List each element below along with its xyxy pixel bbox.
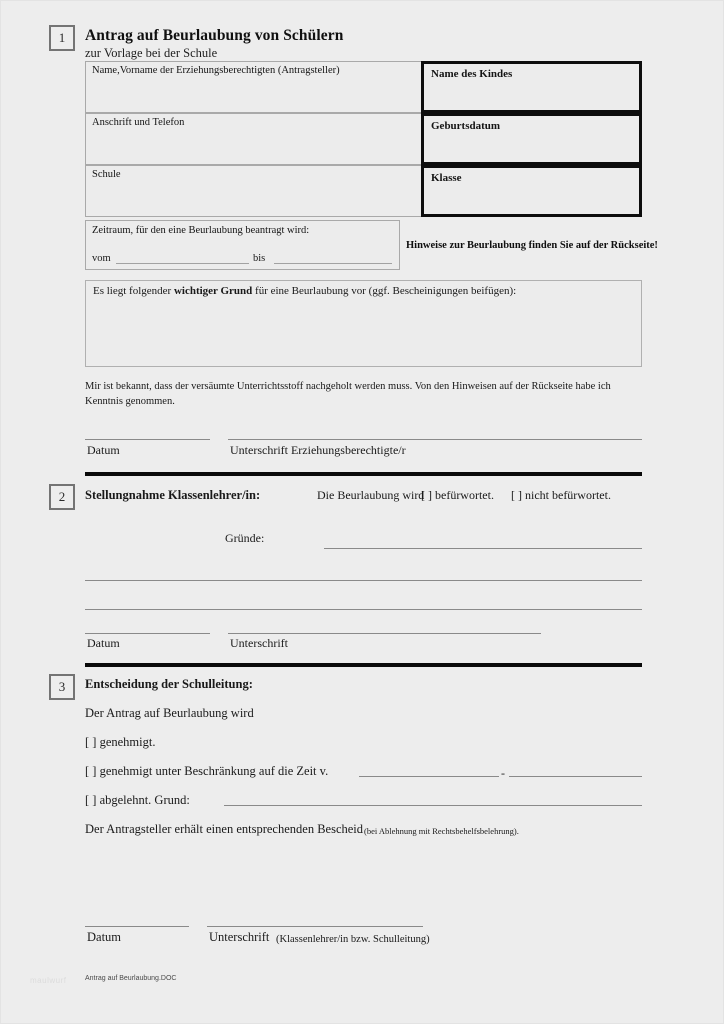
signature1-signature-label: Unterschrift Erziehungsberechtigte/r [230, 443, 406, 457]
signature3-date-line[interactable] [85, 926, 189, 927]
teacher-approve-checkbox[interactable]: [ ] befürwortet. [421, 488, 494, 502]
signature3-date-label: Datum [87, 930, 122, 944]
signature2-date-label: Datum [87, 636, 120, 650]
signature2-date-line[interactable] [85, 633, 210, 634]
field-child-name-label: Name des Kindes [431, 68, 513, 80]
principal-notice-small: (bei Ablehnung mit Rechtsbehelfsbelehrung). [364, 826, 519, 836]
signature1-date-line[interactable] [85, 439, 210, 440]
page-title: Antrag auf Beurlaubung von Schülern [85, 27, 344, 44]
section2-heading: Stellungnahme Klassenlehrer/in: [85, 488, 261, 502]
teacher-reject-checkbox[interactable]: [ ] nicht befürwortet. [511, 488, 611, 502]
form-content [21, 13, 705, 1013]
field-class-label: Klasse [431, 172, 462, 184]
acknowledgement-text: Mir ist bekannt, dass der versäumte Unterrichtsstoff nachgeholt werden muss. Von den Hinweisen auf der Rückseite habe ich Kenntnis genommen. [85, 381, 611, 407]
teacher-reasons-line-1[interactable] [324, 548, 642, 549]
field-child-name[interactable] [421, 61, 642, 113]
page-subtitle: zur Vorlage bei der Schule [85, 46, 218, 60]
teacher-decision-lead: Die Beurlaubung wird [317, 488, 425, 502]
teacher-reasons-label: Gründe: [225, 531, 265, 545]
field-school[interactable] [85, 165, 422, 217]
period-from-line[interactable] [116, 263, 249, 264]
field-birthdate[interactable] [421, 113, 642, 165]
section-number-2: 2 [49, 484, 75, 510]
principal-option-approved[interactable]: [ ] genehmigt. [85, 735, 156, 749]
principal-lead: Der Antrag auf Beurlaubung wird [85, 706, 254, 720]
signature1-date-label: Datum [87, 443, 120, 457]
signature2-signature-label: Unterschrift [230, 636, 288, 650]
field-class[interactable] [421, 165, 642, 217]
principal-notice-main: Der Antragsteller erhält einen entsprechenden Bescheid [85, 822, 364, 836]
principal-limited-to-line[interactable] [509, 776, 642, 777]
principal-rejected-reason-line[interactable] [224, 805, 642, 806]
field-period-label: Zeitraum, für den eine Beurlaubung beantragt wird: [92, 225, 310, 236]
signature3-signature-line[interactable] [207, 926, 423, 927]
reason-prefix: Es liegt folgender [93, 285, 174, 297]
reason-bold: wichtiger Grund [173, 285, 253, 297]
section-number-3: 3 [49, 674, 75, 700]
period-to-label: bis [253, 253, 266, 264]
period-to-line[interactable] [274, 263, 392, 264]
signature2-signature-line[interactable] [228, 633, 541, 634]
signature3-signature-label: Unterschrift [209, 930, 270, 944]
principal-option-limited[interactable]: [ ] genehmigt unter Beschränkung auf die Zeit v. [85, 764, 329, 778]
signature1-signature-line[interactable] [228, 439, 642, 440]
field-birthdate-label: Geburtsdatum [431, 120, 501, 132]
field-school-label: Schule [92, 169, 121, 180]
reason-suffix: für eine Beurlaubung vor (ggf. Bescheinigungen beifügen): [252, 285, 517, 297]
signature3-signature-small: (Klassenlehrer/in bzw. Schulleitung) [276, 934, 430, 945]
principal-limited-dash: - [501, 766, 505, 780]
field-applicant-name-label: Name,Vorname der Erziehungsberechtigten (Antragsteller) [92, 65, 340, 76]
field-applicant-name[interactable] [85, 61, 422, 113]
section-number-1: 1 [49, 25, 75, 51]
principal-limited-from-line[interactable] [359, 776, 499, 777]
footer-filename: Antrag auf Beurlaubung.DOC [85, 975, 177, 982]
section3-heading: Entscheidung der Schulleitung: [85, 677, 253, 691]
backside-notice: Hinweise zur Beurlaubung finden Sie auf der Rückseite! [406, 240, 658, 251]
field-address-phone-label: Anschrift und Telefon [92, 117, 185, 128]
field-address-phone[interactable] [85, 113, 422, 165]
teacher-reasons-line-3[interactable] [85, 609, 642, 610]
period-from-label: vom [92, 253, 111, 264]
field-reason-label [93, 285, 516, 297]
principal-option-rejected[interactable]: [ ] abgelehnt. Grund: [85, 793, 190, 807]
section-divider-3 [85, 663, 642, 667]
teacher-reasons-line-2[interactable] [85, 580, 642, 581]
field-reason-box[interactable] [85, 280, 642, 367]
page-watermark: maulwurf [30, 976, 67, 985]
section-divider-2 [85, 472, 642, 476]
